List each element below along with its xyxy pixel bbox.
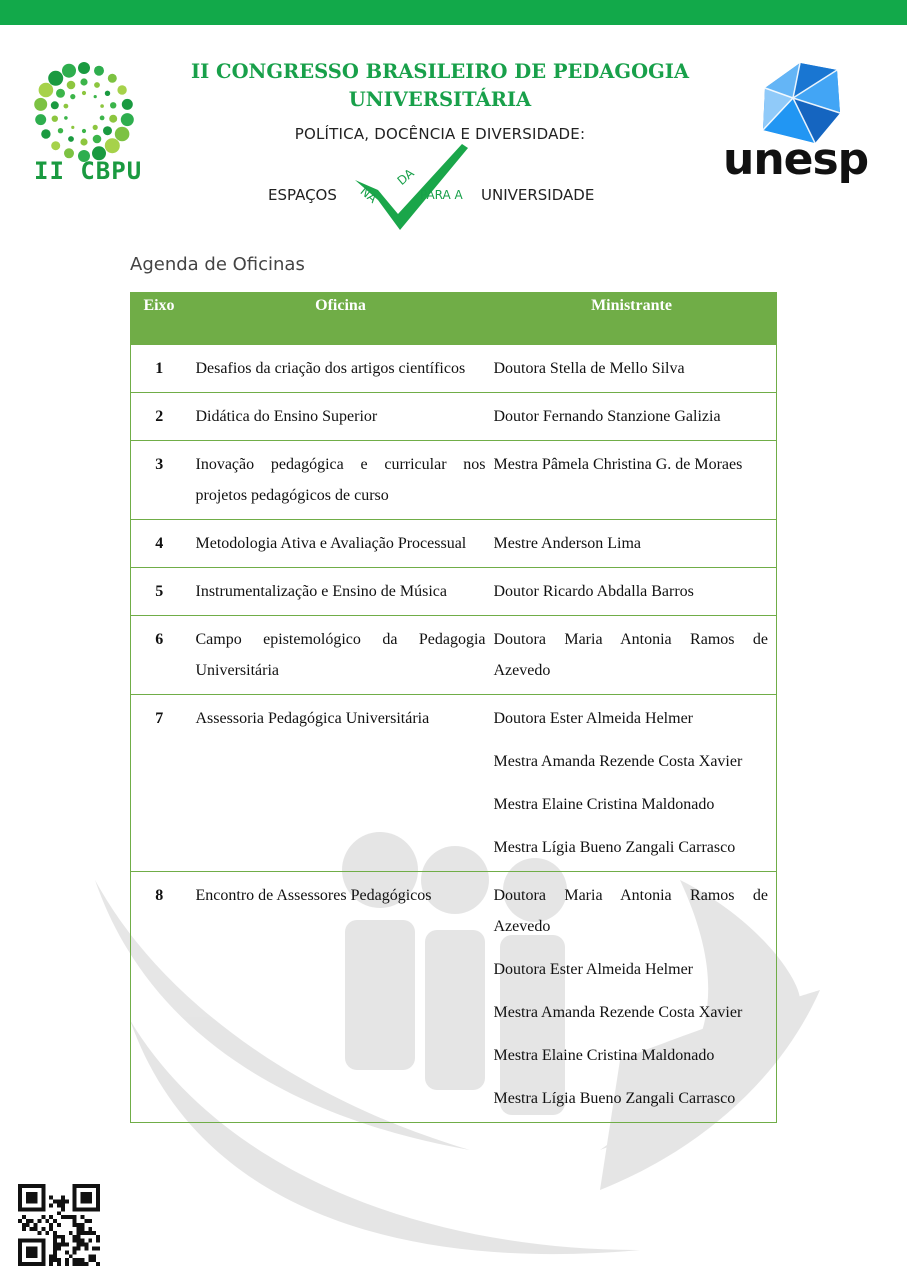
cell-oficina: Didática do Ensino Superior: [188, 393, 494, 441]
tagline-small-da: DA: [394, 166, 417, 188]
logo-dot: [121, 113, 134, 126]
cell-oficina: Campo epistemológico da Pedagogia Universitária: [188, 616, 494, 695]
logo-dot: [80, 138, 87, 145]
table-row: [131, 872, 777, 1123]
logo-dot: [82, 91, 86, 95]
cell-eixo: 8: [131, 872, 188, 1123]
ministrante-name: Doutor Ricardo Abdalla Barros: [493, 583, 694, 600]
cell-eixo: 2: [131, 393, 188, 441]
cell-eixo: 5: [131, 568, 188, 616]
logo-dot: [109, 115, 117, 123]
logo-dot: [56, 89, 65, 98]
ministrante-name: Doutora Maria Antonia Ramos de Azevedo: [493, 631, 768, 679]
logo-dot: [117, 85, 126, 94]
unesp-logo-text: unesp: [723, 134, 869, 185]
ministrante-name: Mestra Lígia Bueno Zangali Carrasco: [493, 839, 736, 856]
logo-dot: [100, 116, 105, 121]
agenda-table: [130, 292, 777, 1123]
header-ministrante: Ministrante: [494, 293, 777, 345]
table-row: [131, 520, 777, 568]
header-eixo: Eixo: [131, 293, 188, 345]
logo-dot: [108, 74, 117, 83]
logo-dot: [39, 83, 54, 98]
cell-eixo: 6: [131, 616, 188, 695]
logo-dot: [115, 127, 130, 142]
logo-dot: [41, 129, 50, 138]
logo-dot: [34, 98, 47, 111]
cell-ministrante: [494, 393, 777, 441]
tagline-small-para-a: PARA A: [420, 188, 463, 202]
logo-dot: [71, 126, 74, 129]
cell-oficina: Assessoria Pedagógica Universitária: [188, 695, 494, 872]
logo-dot: [78, 62, 90, 74]
cell-eixo: 4: [131, 520, 188, 568]
cell-ministrante: [494, 695, 777, 872]
logo-dot: [67, 81, 76, 90]
table-row: [131, 695, 777, 872]
logo-dot: [110, 102, 116, 108]
cell-oficina: Instrumentalização e Ensino de Música: [188, 568, 494, 616]
logo-dot: [105, 91, 110, 96]
logo-dot: [64, 104, 69, 109]
ministrante-name: Doutora Ester Almeida Helmer: [493, 961, 693, 978]
logo-dot: [93, 135, 102, 144]
table-row: [131, 393, 777, 441]
cell-ministrante: [494, 616, 777, 695]
ministrante-name: Mestre Anderson Lima: [493, 535, 642, 552]
congress-title: [160, 58, 720, 114]
logo-dot: [103, 126, 112, 135]
congress-subtitle: POLÍTICA, DOCÊNCIA E DIVERSIDADE:: [294, 125, 586, 143]
ministrante-name: Doutor Fernando Stanzione Galizia: [493, 408, 721, 425]
tagline-word-universidade: UNIVERSIDADE: [481, 186, 595, 204]
logo-dot: [52, 116, 58, 122]
tagline-word-espacos: ESPAÇOS: [268, 186, 337, 204]
logo-dot: [58, 128, 63, 133]
cell-oficina: Encontro de Assessores Pedagógicos: [188, 872, 494, 1123]
logo-dot: [82, 129, 86, 133]
ministrante-name: Mestra Elaine Cristina Maldonado: [493, 796, 715, 813]
ministrante-name: Mestra Lígia Bueno Zangali Carrasco: [493, 1090, 736, 1107]
ministrante-name: Mestra Amanda Rezende Costa Xavier: [493, 753, 743, 770]
cell-ministrante: [494, 520, 777, 568]
logo-dot: [48, 71, 63, 86]
logo-dot: [105, 138, 120, 153]
cell-ministrante: [494, 345, 777, 393]
cell-eixo: 1: [131, 345, 188, 393]
congress-title-line1: II CONGRESSO BRASILEIRO DE PEDAGOGIA: [191, 60, 689, 83]
cell-ministrante: [494, 872, 777, 1123]
logo-dot: [94, 66, 104, 76]
congress-title-line2: UNIVERSITÁRIA: [348, 88, 532, 111]
table-row: [131, 441, 777, 520]
tagline-small-na: NA: [357, 184, 380, 206]
logo-dot: [35, 114, 46, 125]
logo-dot: [70, 94, 75, 99]
table-row: [131, 568, 777, 616]
cell-ministrante: [494, 568, 777, 616]
logo-dot: [94, 95, 97, 98]
qr-code-icon: [18, 1184, 100, 1266]
logo-dot: [68, 136, 74, 142]
cell-eixo: 7: [131, 695, 188, 872]
ministrante-name: Mestra Pâmela Christina G. de Moraes: [493, 456, 743, 473]
ministrante-name: Mestra Elaine Cristina Maldonado: [493, 1047, 715, 1064]
header-oficina: Oficina: [188, 293, 494, 345]
table-header-row: [131, 293, 777, 345]
table-row: [131, 616, 777, 695]
ministrante-name: Doutora Maria Antonia Ramos de Azevedo: [493, 887, 768, 935]
logo-dot: [100, 104, 104, 108]
cell-oficina: Inovação pedagógica e curricular nos projetos pedagógicos de curso: [188, 441, 494, 520]
ministrante-name: Mestra Amanda Rezende Costa Xavier: [493, 1004, 743, 1021]
table-row: [131, 345, 777, 393]
logo-dot: [93, 125, 98, 130]
logo-dot: [51, 141, 60, 150]
cell-oficina: Metodologia Ativa e Avaliação Processual: [188, 520, 494, 568]
logo-dot: [80, 78, 87, 85]
ministrante-name: Doutora Ester Almeida Helmer: [493, 710, 693, 727]
cell-eixo: 3: [131, 441, 188, 520]
logo-dot: [122, 99, 133, 110]
cell-oficina: Desafios da criação dos artigos científicos: [188, 345, 494, 393]
logo-dot: [62, 64, 76, 78]
ministrante-name: Doutora Stella de Mello Silva: [493, 360, 685, 377]
section-heading: Agenda de Oficinas: [130, 254, 305, 275]
logo-dot: [64, 116, 68, 120]
logo-dot: [94, 82, 100, 88]
left-logo-text: II CBPU: [34, 157, 143, 185]
cell-ministrante: [494, 441, 777, 520]
logo-dot: [51, 101, 59, 109]
